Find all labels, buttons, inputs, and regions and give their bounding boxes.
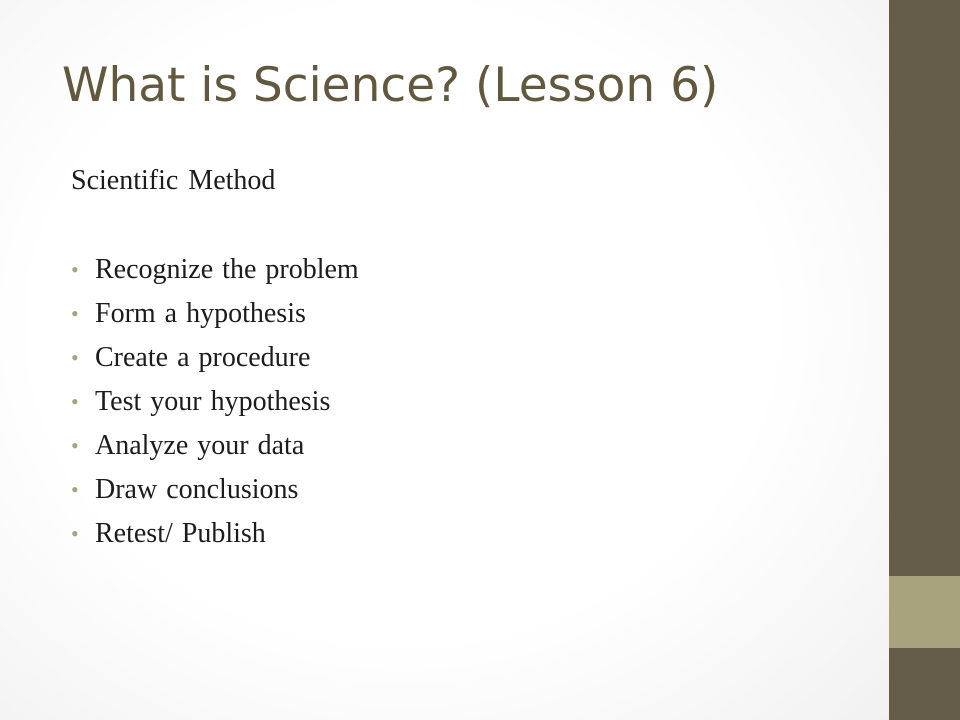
bullet-text: Draw conclusions	[95, 474, 299, 505]
bullet-icon: •	[71, 345, 79, 370]
decorative-side-accent	[889, 576, 960, 648]
bullet-icon: •	[71, 301, 79, 326]
bullet-item	[71, 474, 431, 505]
bullet-icon: •	[71, 521, 79, 546]
bullet-icon: •	[71, 257, 79, 282]
bullet-text: Test your hypothesis	[95, 386, 331, 417]
bullet-text: Form a hypothesis	[95, 298, 306, 329]
bullet-icon: •	[71, 477, 79, 502]
bullet-text: Analyze your data	[95, 430, 305, 461]
slide-subtitle: Scientific Method	[71, 165, 276, 196]
bullet-text: Recognize the problem	[95, 254, 359, 285]
bullet-item	[71, 342, 431, 373]
bullet-icon: •	[71, 433, 79, 458]
bullet-icon: •	[71, 389, 79, 414]
bullet-item	[71, 518, 431, 549]
bullet-item	[71, 254, 431, 285]
bullet-list	[71, 254, 431, 562]
bullet-text: Retest/ Publish	[95, 518, 266, 549]
bullet-item	[71, 298, 431, 329]
bullet-text: Create a procedure	[95, 342, 311, 373]
bullet-item	[71, 386, 431, 417]
bullet-item	[71, 430, 431, 461]
slide-title: What is Science? (Lesson 6)	[62, 58, 719, 113]
